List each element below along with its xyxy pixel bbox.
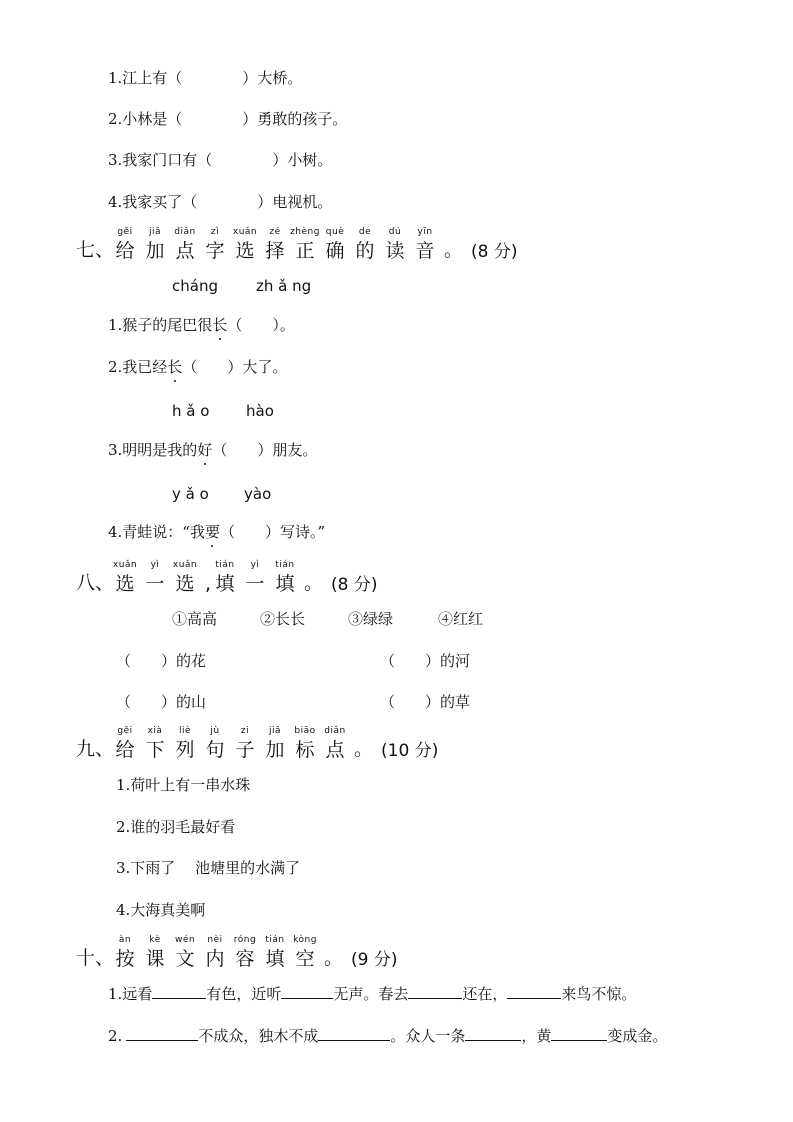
fill-item-3: 3.我家门口有（ ）小树。 xyxy=(108,151,333,169)
punct-item-2: 2.谁的羽毛最好看 xyxy=(116,818,236,836)
poem-line-1: 1.远看 有色，近听 无声。春去 还在， 来鸟不惊。 xyxy=(108,985,637,1003)
heading-char: zé 择 xyxy=(264,240,286,262)
choice-3: ③绿绿 xyxy=(348,610,394,628)
heading-char: xuǎn 选 xyxy=(114,573,136,595)
heading-char: yì 一 xyxy=(244,573,266,595)
pinyin-label: tián xyxy=(215,560,235,570)
section-number: 九、 xyxy=(76,738,115,760)
heading-period: 。 xyxy=(324,947,344,969)
heading-char: jiā 加 xyxy=(144,240,166,262)
fill-item-1: 1.江上有（ ）大桥。 xyxy=(108,69,303,87)
heading-char: zhèng 正 xyxy=(294,240,316,262)
dotted-char: 好 xyxy=(197,441,213,459)
heading-char: xuǎn 选 xyxy=(234,240,256,262)
heading-char: tián 填 xyxy=(214,573,236,595)
choice-1: ①高高 xyxy=(172,610,218,628)
pinyin-label: zhèng xyxy=(290,227,320,237)
heading-char: wén 文 xyxy=(174,948,196,970)
answer-blank[interactable] xyxy=(318,1026,390,1041)
pinyin-label: gěi xyxy=(117,227,133,237)
heading-char: zì 字 xyxy=(204,240,226,262)
pinyin-label: wén xyxy=(174,935,196,945)
section-score: (9 分) xyxy=(351,950,398,970)
dotted-char: 要 xyxy=(204,523,220,541)
section-number: 七、 xyxy=(76,239,115,261)
section-score: (8 分) xyxy=(331,575,378,595)
section-7-heading xyxy=(76,227,518,262)
fill-item-4: 4.我家买了（ ）电视机。 xyxy=(108,193,333,211)
pinyin-label: yì xyxy=(150,560,160,570)
pinyin-label: xià xyxy=(147,726,163,736)
pinyin-label: yì xyxy=(250,560,260,570)
pinyin-label: gěi xyxy=(117,726,133,736)
heading-char: gěi 给 xyxy=(114,739,136,761)
heading-char: diǎn 点 xyxy=(324,739,346,761)
heading-char: jiā 加 xyxy=(264,739,286,761)
answer-blank[interactable] xyxy=(281,984,333,999)
pinyin-label: kè xyxy=(149,935,161,945)
heading-char: yīn 音 xyxy=(414,240,436,262)
pinyin-label: àn xyxy=(118,935,132,945)
pinyin-label: dú xyxy=(388,227,402,237)
heading-char: zi 子 xyxy=(234,739,256,761)
reading-question-2: 2.我已经长（ ）大了。 xyxy=(108,358,288,376)
punct-item-3: 3.下雨了 池塘里的水满了 xyxy=(116,859,301,877)
heading-char: kòng 空 xyxy=(294,948,316,970)
dotted-char: 长 xyxy=(167,358,183,376)
pinyin-options-3 xyxy=(172,485,271,503)
pinyin-label: zi xyxy=(240,726,250,736)
pinyin-label: xuǎn xyxy=(232,227,258,237)
match-blank-4: （ ）的草 xyxy=(380,693,471,711)
heading-char: biāo 标 xyxy=(294,739,316,761)
pinyin-label: diǎn xyxy=(324,726,346,736)
pinyin-label: diǎn xyxy=(174,227,196,237)
pinyin-options-2 xyxy=(172,402,274,420)
pinyin-label: xuǎn xyxy=(112,560,138,570)
fill-item-2: 2.小林是（ ）勇敢的孩子。 xyxy=(108,110,348,128)
heading-period: 。 xyxy=(304,572,324,594)
section-number: 十、 xyxy=(76,947,115,969)
heading-char: tián 填 xyxy=(274,573,296,595)
reading-question-3: 3.明明是我的好（ ）朋友。 xyxy=(108,441,318,459)
answer-blank[interactable] xyxy=(152,984,206,999)
pinyin-label: tián xyxy=(275,560,295,570)
heading-char: àn 按 xyxy=(114,948,136,970)
pinyin-label: liè xyxy=(178,726,192,736)
heading-char: dú 读 xyxy=(384,240,406,262)
pinyin-label: xuǎn xyxy=(172,560,198,570)
section-score: (8 分) xyxy=(471,242,518,262)
pinyin-label: zì xyxy=(210,227,220,237)
pinyin-label: biāo xyxy=(294,726,316,736)
heading-period: 。 xyxy=(354,738,374,760)
pinyin-label: kòng xyxy=(293,935,317,945)
reading-question-4: 4.青蛙说：“我要（ ）写诗。” xyxy=(108,523,326,541)
pinyin-label: yīn xyxy=(417,227,433,237)
section-10-heading xyxy=(76,935,398,970)
proverb-line-2: 2. 不成众，独木不成 。众人一条 ，黄 变成金。 xyxy=(108,1027,668,1045)
pinyin-label: què xyxy=(325,227,345,237)
answer-blank[interactable] xyxy=(551,1026,607,1041)
pinyin-option: yào xyxy=(244,485,272,503)
answer-blank[interactable] xyxy=(507,984,561,999)
section-8-heading xyxy=(76,560,378,595)
word-choices xyxy=(172,609,483,629)
heading-char: kè 课 xyxy=(144,948,166,970)
pinyin-option: y ǎ o xyxy=(172,485,209,503)
pinyin-label: zé xyxy=(269,227,281,237)
answer-blank[interactable] xyxy=(408,984,462,999)
pinyin-option: zh ǎ ng xyxy=(256,277,312,295)
heading-char: liè 列 xyxy=(174,739,196,761)
heading-char: nèi 内 xyxy=(204,948,226,970)
heading-char: tián 填 xyxy=(264,948,286,970)
pinyin-label: de xyxy=(358,227,372,237)
heading-char: de 的 xyxy=(354,240,376,262)
heading-char: gěi 给 xyxy=(114,240,136,262)
reading-question-1: 1.猴子的尾巴很长（ ）。 xyxy=(108,316,295,334)
pinyin-label: tián xyxy=(265,935,285,945)
pinyin-label: nèi xyxy=(207,935,223,945)
pinyin-option: cháng xyxy=(172,277,218,295)
heading-char: diǎn 点 xyxy=(174,240,196,262)
heading-char: yì 一 xyxy=(144,573,166,595)
pinyin-option: h ǎ o xyxy=(172,402,210,420)
heading-char: què 确 xyxy=(324,240,346,262)
heading-char: jù 句 xyxy=(204,739,226,761)
heading-char: xià 下 xyxy=(144,739,166,761)
heading-char: xuǎn 选 xyxy=(174,573,196,595)
punct-item-1: 1.荷叶上有一串水珠 xyxy=(116,776,251,794)
answer-blank[interactable] xyxy=(465,1026,521,1041)
dotted-char: 长 xyxy=(212,316,228,334)
heading-char: róng 容 xyxy=(234,948,256,970)
pinyin-label: jiā xyxy=(149,227,162,237)
punct-item-4: 4.大海真美啊 xyxy=(116,901,206,919)
pinyin-label: jù xyxy=(210,726,220,736)
section-9-heading xyxy=(76,726,439,761)
pinyin-option: hào xyxy=(246,402,274,420)
choice-4: ④红红 xyxy=(438,610,484,628)
section-number: 八、 xyxy=(76,572,115,594)
pinyin-label: róng xyxy=(233,935,257,945)
heading-comma: , xyxy=(204,573,212,595)
section-score: (10 分) xyxy=(381,741,439,761)
match-blank-1: （ ）的花 xyxy=(116,652,207,670)
answer-blank[interactable] xyxy=(126,1026,198,1041)
match-blank-3: （ ）的山 xyxy=(116,693,207,711)
match-blank-2: （ ）的河 xyxy=(380,652,471,670)
pinyin-label: jiā xyxy=(269,726,282,736)
pinyin-options-1 xyxy=(172,277,311,295)
heading-period: 。 xyxy=(444,239,464,261)
choice-2: ②长长 xyxy=(260,610,306,628)
